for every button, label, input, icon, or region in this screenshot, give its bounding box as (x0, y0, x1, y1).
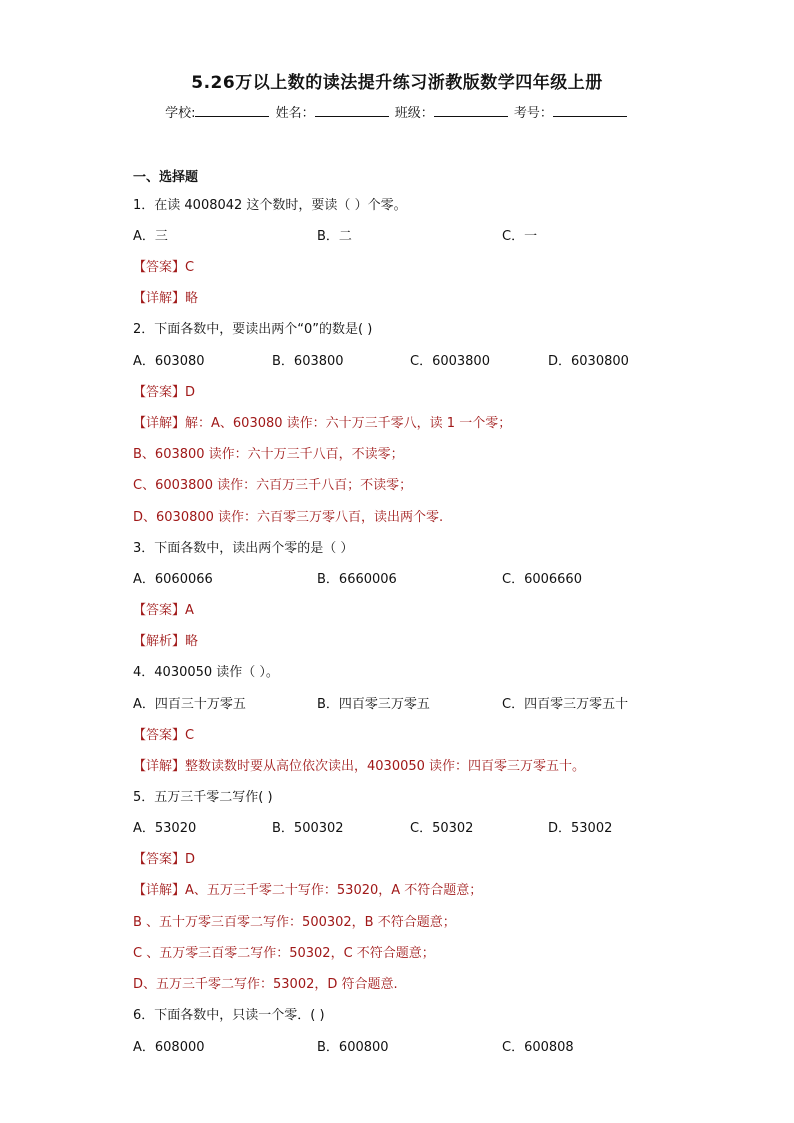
option: C．600808 (502, 1040, 574, 1055)
answer-value: A (185, 603, 194, 618)
detail-line (133, 755, 585, 774)
school-label: 学校: (165, 106, 196, 121)
answer-line (133, 724, 194, 743)
question-stem: 2．下面各数中，要读出两个“0”的数是( ) (133, 322, 373, 337)
detail-text: 解：A、603080 读作：六十万三千零八，读 1 一个零； (185, 416, 512, 431)
option: C．四百零三万零五十 (502, 697, 629, 712)
answer-line (133, 381, 195, 400)
detail-text: 整数读数时要从高位依次读出，4030050 读作：四百零三万零五十。 (185, 759, 586, 774)
answer-line (133, 848, 195, 867)
student-info-line (0, 102, 794, 121)
option: C．6003800 (410, 354, 490, 369)
school-blank[interactable] (195, 104, 269, 117)
detail-line (133, 287, 198, 306)
exam-no-blank[interactable] (553, 104, 627, 117)
answer-tag: 【答案】 (133, 260, 186, 275)
option: A．53020 (133, 821, 197, 836)
detail-text: B 、五十万零三百零二写作：500302，B 不符合题意； (133, 915, 456, 930)
option: A．四百三十万零五 (133, 697, 246, 712)
detail-line (133, 412, 511, 431)
answer-line (133, 599, 194, 618)
detail-text: D、五万三千零二写作：53002，D 符合题意. (133, 977, 398, 992)
option: A．603080 (133, 354, 205, 369)
detail-line (133, 630, 198, 649)
option: B．四百零三万零五 (317, 697, 430, 712)
detail-line (133, 879, 482, 898)
answer-line (133, 256, 194, 275)
option: C．一 (502, 229, 538, 244)
answer-tag: 【答案】 (133, 728, 186, 743)
detail-text: D、6030800 读作：六百零三万零八百，读出两个零. (133, 510, 444, 525)
option: B．603800 (272, 354, 344, 369)
option: B．600800 (317, 1040, 389, 1055)
name-blank[interactable] (315, 104, 389, 117)
page-title: 5.26万以上数的读法提升练习浙教版数学四年级上册 (191, 73, 603, 93)
exam-no-label: 考号： (513, 106, 553, 121)
class-blank[interactable] (434, 104, 508, 117)
detail-tag: 【详解】 (133, 883, 186, 898)
detail-text: C 、五万零三百零二写作：50302，C 不符合题意； (133, 946, 435, 961)
detail-tag: 【详解】 (133, 759, 186, 774)
answer-tag: 【答案】 (133, 852, 186, 867)
option: B．二 (317, 229, 352, 244)
detail-text: B、603800 读作：六十万三千八百，不读零； (133, 447, 404, 462)
answer-value: C (185, 728, 195, 743)
answer-value: D (185, 385, 196, 400)
detail-text: 略 (185, 291, 199, 306)
question-stem: 6．下面各数中，只读一个零．( ) (133, 1008, 325, 1023)
detail-text: C、6003800 读作：六百万三千八百；不读零； (133, 478, 413, 493)
detail-text: A、五万三千零二十写作：53020，A 不符合题意； (185, 883, 483, 898)
option: B．500302 (272, 821, 344, 836)
option: C．50302 (410, 821, 474, 836)
option: D．53002 (548, 821, 613, 836)
detail-tag: 【详解】 (133, 416, 186, 431)
answer-value: C (185, 260, 195, 275)
option: A．6060066 (133, 572, 213, 587)
question-stem: 5．五万三千零二写作( ) (133, 790, 273, 805)
option: A．608000 (133, 1040, 205, 1055)
section-heading: 一、选择题 (133, 170, 199, 185)
name-label: 姓名： (275, 106, 315, 121)
question-stem: 4．4030050 读作（ ）。 (133, 665, 279, 680)
option: D．6030800 (548, 354, 629, 369)
detail-text: 略 (185, 634, 199, 649)
answer-tag: 【答案】 (133, 385, 186, 400)
option: C．6006660 (502, 572, 582, 587)
question-stem: 1．在读 4008042 这个数时，要读（ ）个零。 (133, 198, 407, 213)
option: B．6660006 (317, 572, 397, 587)
detail-tag: 【解析】 (133, 634, 186, 649)
detail-tag: 【详解】 (133, 291, 186, 306)
question-stem: 3．下面各数中，读出两个零的是（ ） (133, 541, 354, 556)
answer-tag: 【答案】 (133, 603, 186, 618)
answer-value: D (185, 852, 196, 867)
option: A．三 (133, 229, 168, 244)
class-label: 班级： (394, 106, 434, 121)
